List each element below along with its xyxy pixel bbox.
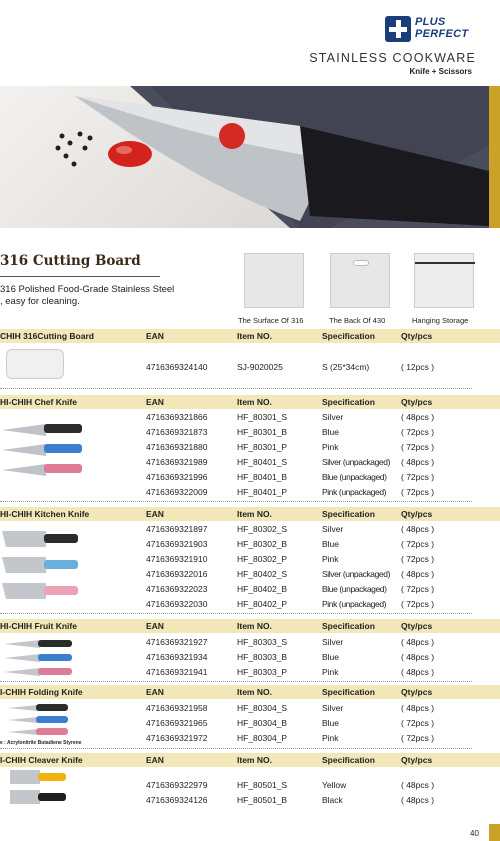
qty-cell: ( 72pcs ) xyxy=(401,584,435,594)
section-name: HI-CHIH Fruit Knife xyxy=(0,621,77,631)
item-cell: HF_80304_S xyxy=(237,703,288,713)
col-qty: Qty/pcs xyxy=(401,621,433,631)
col-qty: Qty/pcs xyxy=(401,687,433,697)
section-name: I-CHIH Cleaver Knife xyxy=(0,755,83,765)
table-row xyxy=(0,665,500,680)
section-name: I-CHIH Folding Knife xyxy=(0,687,83,697)
col-item: Item NO. xyxy=(237,331,272,341)
item-cell: HF_80501_B xyxy=(237,795,288,805)
item-cell: HF_80401_P xyxy=(237,487,288,497)
table-row xyxy=(0,410,500,425)
brand-logo xyxy=(385,14,495,48)
item-cell: HF_80401_S xyxy=(237,457,288,467)
table-row xyxy=(0,537,500,552)
table-row xyxy=(0,455,500,470)
item-cell: SJ-9020025 xyxy=(237,362,283,372)
ean-cell: 4716369322016 xyxy=(146,569,208,579)
description-line: 316 Polished Food-Grade Stainless Steel xyxy=(0,284,175,295)
qty-cell: ( 48pcs ) xyxy=(401,637,435,647)
spec-cell: Pink xyxy=(322,554,339,564)
col-item: Item NO. xyxy=(237,621,272,631)
spec-cell: Pink (unpackaged) xyxy=(322,487,387,497)
qty-cell: ( 72pcs ) xyxy=(401,554,435,564)
item-cell: HF_80304_P xyxy=(237,733,288,743)
section-name: HI-CHIH Kitchen Knife xyxy=(0,509,90,519)
table-row xyxy=(0,701,500,716)
col-item: Item NO. xyxy=(237,509,272,519)
material-note: e : Acrylonitrile Butadiene Styrene xyxy=(0,740,82,746)
table-row xyxy=(0,470,500,485)
qty-cell: ( 72pcs ) xyxy=(401,442,435,452)
spec-cell: Silver (unpackaged) xyxy=(322,457,390,467)
spec-cell: Silver xyxy=(322,412,344,422)
ean-cell: 4716369321958 xyxy=(146,703,208,713)
thumbnail-caption: The Surface Of 316 xyxy=(238,316,304,325)
cutting-board-description xyxy=(0,284,174,308)
spec-cell: Silver xyxy=(322,703,344,713)
col-qty: Qty/pcs xyxy=(401,509,433,519)
title-underline xyxy=(0,276,160,277)
col-spec: Specification xyxy=(322,397,375,407)
qty-cell: ( 12pcs ) xyxy=(401,362,435,372)
table-row xyxy=(0,567,500,582)
ean-cell: 4716369321989 xyxy=(146,457,208,467)
item-cell: HF_80402_P xyxy=(237,599,288,609)
table-row xyxy=(0,793,500,808)
col-spec: Specification xyxy=(322,755,375,765)
item-cell: HF_80301_B xyxy=(237,427,288,437)
spec-cell: Blue (unpackaged) xyxy=(322,584,387,594)
qty-cell: ( 48pcs ) xyxy=(401,795,435,805)
hero-knife-image xyxy=(0,86,489,228)
row-divider xyxy=(0,501,472,502)
board-back-thumbnail xyxy=(330,253,390,308)
row-divider xyxy=(0,748,472,749)
row-divider xyxy=(0,681,472,682)
spec-cell: Blue xyxy=(322,427,340,437)
page-number: 40 xyxy=(470,829,479,838)
col-ean: EAN xyxy=(146,687,164,697)
col-spec: Specification xyxy=(322,509,375,519)
table-row xyxy=(0,778,500,793)
item-cell: HF_80301_S xyxy=(237,412,288,422)
table-row xyxy=(0,425,500,440)
table-row xyxy=(0,360,500,375)
ean-cell: 4716369322030 xyxy=(146,599,208,609)
spec-cell: Pink (unpackaged) xyxy=(322,599,387,609)
col-spec: Specification xyxy=(322,621,375,631)
qty-cell: ( 48pcs ) xyxy=(401,457,435,467)
qty-cell: ( 48pcs ) xyxy=(401,652,435,662)
col-qty: Qty/pcs xyxy=(401,397,433,407)
qty-cell: ( 72pcs ) xyxy=(401,718,435,728)
ean-cell: 4716369321972 xyxy=(146,733,208,743)
ean-cell: 4716369321873 xyxy=(146,427,208,437)
ean-cell: 4716369321927 xyxy=(146,637,208,647)
qty-cell: ( 48pcs ) xyxy=(401,569,435,579)
item-cell: HF_80303_B xyxy=(237,652,288,662)
section-header xyxy=(0,685,500,699)
ean-cell: 4716369321866 xyxy=(146,412,208,422)
table-row xyxy=(0,650,500,665)
item-cell: HF_80402_S xyxy=(237,569,288,579)
section-header xyxy=(0,753,500,767)
ean-cell: 4716369324140 xyxy=(146,362,208,372)
table-row xyxy=(0,552,500,567)
col-spec: Specification xyxy=(322,687,375,697)
spec-cell: S (25*34cm) xyxy=(322,362,370,372)
spec-cell: Black xyxy=(322,795,343,805)
ean-cell: 4716369321996 xyxy=(146,472,208,482)
spec-cell: Blue (unpackaged) xyxy=(322,472,387,482)
section-header xyxy=(0,329,500,343)
col-ean: EAN xyxy=(146,397,164,407)
brand-name: PLUS PERFECT xyxy=(415,16,469,40)
qty-cell: ( 72pcs ) xyxy=(401,487,435,497)
qty-cell: ( 48pcs ) xyxy=(401,780,435,790)
item-cell: HF_80303_P xyxy=(237,667,288,677)
ean-cell: 4716369321934 xyxy=(146,652,208,662)
plus-logo-icon xyxy=(385,16,411,42)
col-qty: Qty/pcs xyxy=(401,331,433,341)
board-surface-thumbnail xyxy=(244,253,304,308)
table-row xyxy=(0,485,500,500)
section-header xyxy=(0,507,500,521)
table-row xyxy=(0,582,500,597)
catalog-subtitle: Knife + Scissors xyxy=(409,67,472,76)
table-row xyxy=(0,635,500,650)
spec-cell: Pink xyxy=(322,442,339,452)
col-ean: EAN xyxy=(146,755,164,765)
section-header xyxy=(0,619,500,633)
col-qty: Qty/pcs xyxy=(401,755,433,765)
qty-cell: ( 72pcs ) xyxy=(401,427,435,437)
row-divider xyxy=(0,388,472,389)
spec-cell: Silver (unpackaged) xyxy=(322,569,390,579)
section-name: HI-CHIH Chef Knife xyxy=(0,397,77,407)
qty-cell: ( 72pcs ) xyxy=(401,472,435,482)
ean-cell: 4716369321941 xyxy=(146,667,208,677)
spec-cell: Blue xyxy=(322,652,340,662)
qty-cell: ( 72pcs ) xyxy=(401,599,435,609)
item-cell: HF_80303_S xyxy=(237,637,288,647)
item-cell: HF_80302_S xyxy=(237,524,288,534)
side-tab xyxy=(489,824,500,841)
col-item: Item NO. xyxy=(237,687,272,697)
col-item: Item NO. xyxy=(237,397,272,407)
spec-cell: Blue xyxy=(322,539,340,549)
spec-cell: Silver xyxy=(322,524,344,534)
cutting-board-title: 316 Cutting Board xyxy=(0,253,141,269)
table-row xyxy=(0,440,500,455)
thumbnail-caption: Hanging Storage xyxy=(412,316,469,325)
col-ean: EAN xyxy=(146,331,164,341)
item-cell: HF_80402_B xyxy=(237,584,288,594)
section-name: CHIH 316Cutting Board xyxy=(0,331,94,341)
item-cell: HF_80501_S xyxy=(237,780,288,790)
thumbnail-caption: The Back Of 430 xyxy=(329,316,386,325)
qty-cell: ( 72pcs ) xyxy=(401,733,435,743)
table-row xyxy=(0,597,500,612)
qty-cell: ( 48pcs ) xyxy=(401,524,435,534)
qty-cell: ( 48pcs ) xyxy=(401,667,435,677)
spec-cell: Blue xyxy=(322,718,340,728)
col-spec: Specification xyxy=(322,331,375,341)
ean-cell: 4716369324126 xyxy=(146,795,208,805)
spec-cell: Yellow xyxy=(322,780,347,790)
item-cell: HF_80301_P xyxy=(237,442,288,452)
qty-cell: ( 48pcs ) xyxy=(401,703,435,713)
table-row xyxy=(0,522,500,537)
ean-cell: 4716369321903 xyxy=(146,539,208,549)
hanging-storage-thumbnail xyxy=(414,253,474,308)
item-cell: HF_80302_P xyxy=(237,554,288,564)
qty-cell: ( 72pcs ) xyxy=(401,539,435,549)
ean-cell: 4716369322009 xyxy=(146,487,208,497)
ean-cell: 4716369321910 xyxy=(146,554,208,564)
row-divider xyxy=(0,613,472,614)
col-item: Item NO. xyxy=(237,755,272,765)
item-cell: HF_80304_B xyxy=(237,718,288,728)
qty-cell: ( 48pcs ) xyxy=(401,412,435,422)
section-header xyxy=(0,395,500,409)
col-ean: EAN xyxy=(146,621,164,631)
catalog-title: STAINLESS COOKWARE xyxy=(309,51,476,65)
spec-cell: Pink xyxy=(322,667,339,677)
item-cell: HF_80401_B xyxy=(237,472,288,482)
table-row xyxy=(0,716,500,731)
ean-cell: 4716369321965 xyxy=(146,718,208,728)
description-line: , easy for cleaning. xyxy=(0,296,80,307)
spec-cell: Silver xyxy=(322,637,344,647)
side-tab xyxy=(489,86,500,228)
ean-cell: 4716369321880 xyxy=(146,442,208,452)
spec-cell: Pink xyxy=(322,733,339,743)
ean-cell: 4716369322023 xyxy=(146,584,208,594)
col-ean: EAN xyxy=(146,509,164,519)
ean-cell: 4716369321897 xyxy=(146,524,208,534)
ean-cell: 4716369322979 xyxy=(146,780,208,790)
item-cell: HF_80302_B xyxy=(237,539,288,549)
